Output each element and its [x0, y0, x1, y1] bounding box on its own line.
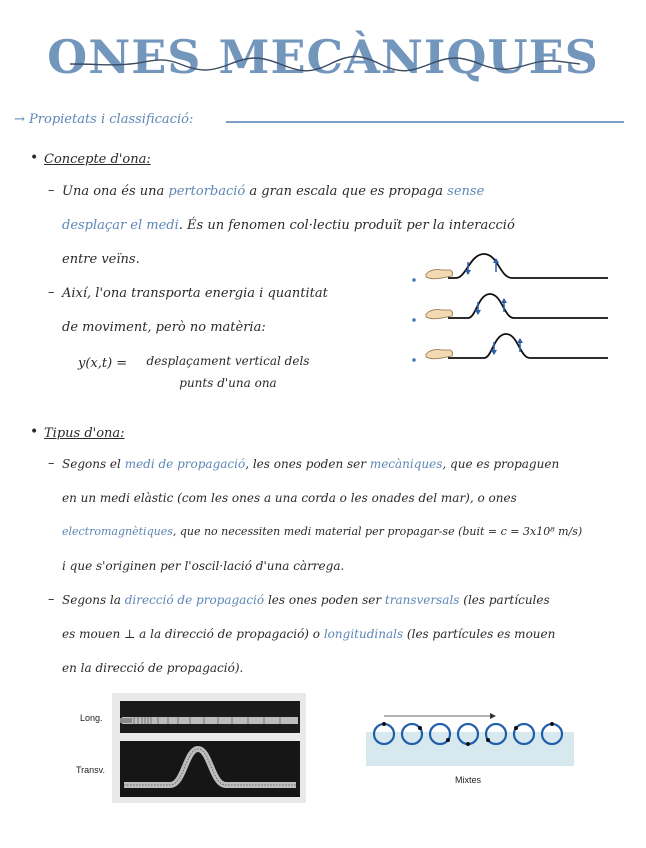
p1-seg-2: pertorbació: [168, 184, 246, 199]
a3-blue: electromagnètiques: [62, 525, 173, 538]
tipus-a-line2: en un medi elàstic (com les ones a una corda o les onades del mar), o ones: [62, 491, 517, 505]
b1-blue1: direcció de propagació: [124, 593, 265, 607]
b2-pre: es mouen ⊥ a la direcció de propagació) o: [62, 627, 324, 641]
tipus-label: Tipus d'ona:: [44, 426, 125, 441]
b2-post: (les partícules es mouen: [403, 627, 556, 641]
b1-mid: les ones poden ser: [264, 593, 385, 607]
formula-rhs: [142, 350, 314, 394]
concept-p2-line1: Així, l'ona transporta energia i quantitat: [62, 286, 328, 301]
mixtes-diagram: [366, 710, 574, 766]
p1-line2-rest: . És un fenomen col·lectiu produït per la interacció: [178, 218, 515, 233]
p1-seg-4: sense: [447, 184, 485, 199]
p1-line2-blue: desplaçar el medi: [62, 218, 179, 233]
formula-rhs-line1: desplaçament vertical dels: [146, 354, 310, 368]
b1-blue2: transversals: [384, 593, 460, 607]
a1-mid: , les ones poden ser: [245, 457, 370, 471]
title-wave-decoration: [70, 44, 580, 84]
pulse-row-3: [412, 334, 608, 362]
dash-3: –: [48, 456, 55, 471]
pulse-figure: [408, 248, 614, 376]
a1-blue1: medi de propagació: [124, 457, 246, 471]
concept-p2-line2: de moviment, però no matèria:: [62, 320, 266, 335]
tipus-b-line3: en la direcció de propagació).: [62, 661, 244, 675]
a3-rest: , que no necessiten medi material per propagar-se (buit = c = 3x10⁸ m/s): [172, 525, 583, 538]
pulse-row-2: [412, 294, 608, 322]
dash-2: –: [48, 285, 55, 300]
formula-rhs-line2: punts d'una ona: [179, 376, 277, 390]
a1-post: , que es propaguen: [442, 457, 560, 471]
dash-4: –: [48, 592, 55, 607]
spring-transv: [120, 741, 300, 797]
pulse-row-1: [412, 254, 608, 282]
mixtes-label: Mixtes: [455, 775, 482, 785]
concept-p1-line1: [62, 184, 576, 199]
a1-blue2: mecàniques: [369, 457, 443, 471]
spring-long: [120, 701, 300, 733]
tipus-a-line4: i que s'originen per l'oscil·lació d'una càrrega.: [62, 559, 345, 573]
tipus-a-line1: [62, 457, 559, 471]
section-heading: → Propietats i classificació:: [14, 112, 194, 127]
bullet-tipus: •: [30, 424, 39, 440]
p1-seg-3: a gran escala que es propaga: [245, 184, 448, 199]
concept-p1-line3: entre veïns.: [62, 252, 140, 267]
tipus-a-line3: [62, 525, 582, 538]
concept-p1-line2: [62, 218, 515, 233]
b1-post: (les partícules: [459, 593, 550, 607]
section-divider: [226, 121, 624, 123]
b1-pre: Segons la: [62, 593, 125, 607]
long-label: Long.: [80, 713, 103, 723]
bullet-concept: •: [30, 150, 39, 166]
b2-blue: longitudinals: [323, 627, 404, 641]
dash-1: –: [48, 183, 55, 198]
tipus-b-line2: [62, 627, 555, 641]
tipus-b-line1: [62, 593, 550, 607]
p1-seg-1: Una ona és una: [62, 184, 169, 199]
transv-label: Transv.: [76, 765, 106, 775]
page-title: ONES MECÀNIQUES: [47, 30, 599, 84]
concept-label: Concepte d'ona:: [44, 152, 151, 167]
formula-lhs: y(x,t) =: [78, 356, 128, 371]
a1-pre: Segons el: [62, 457, 125, 471]
spring-photo: [112, 693, 306, 803]
